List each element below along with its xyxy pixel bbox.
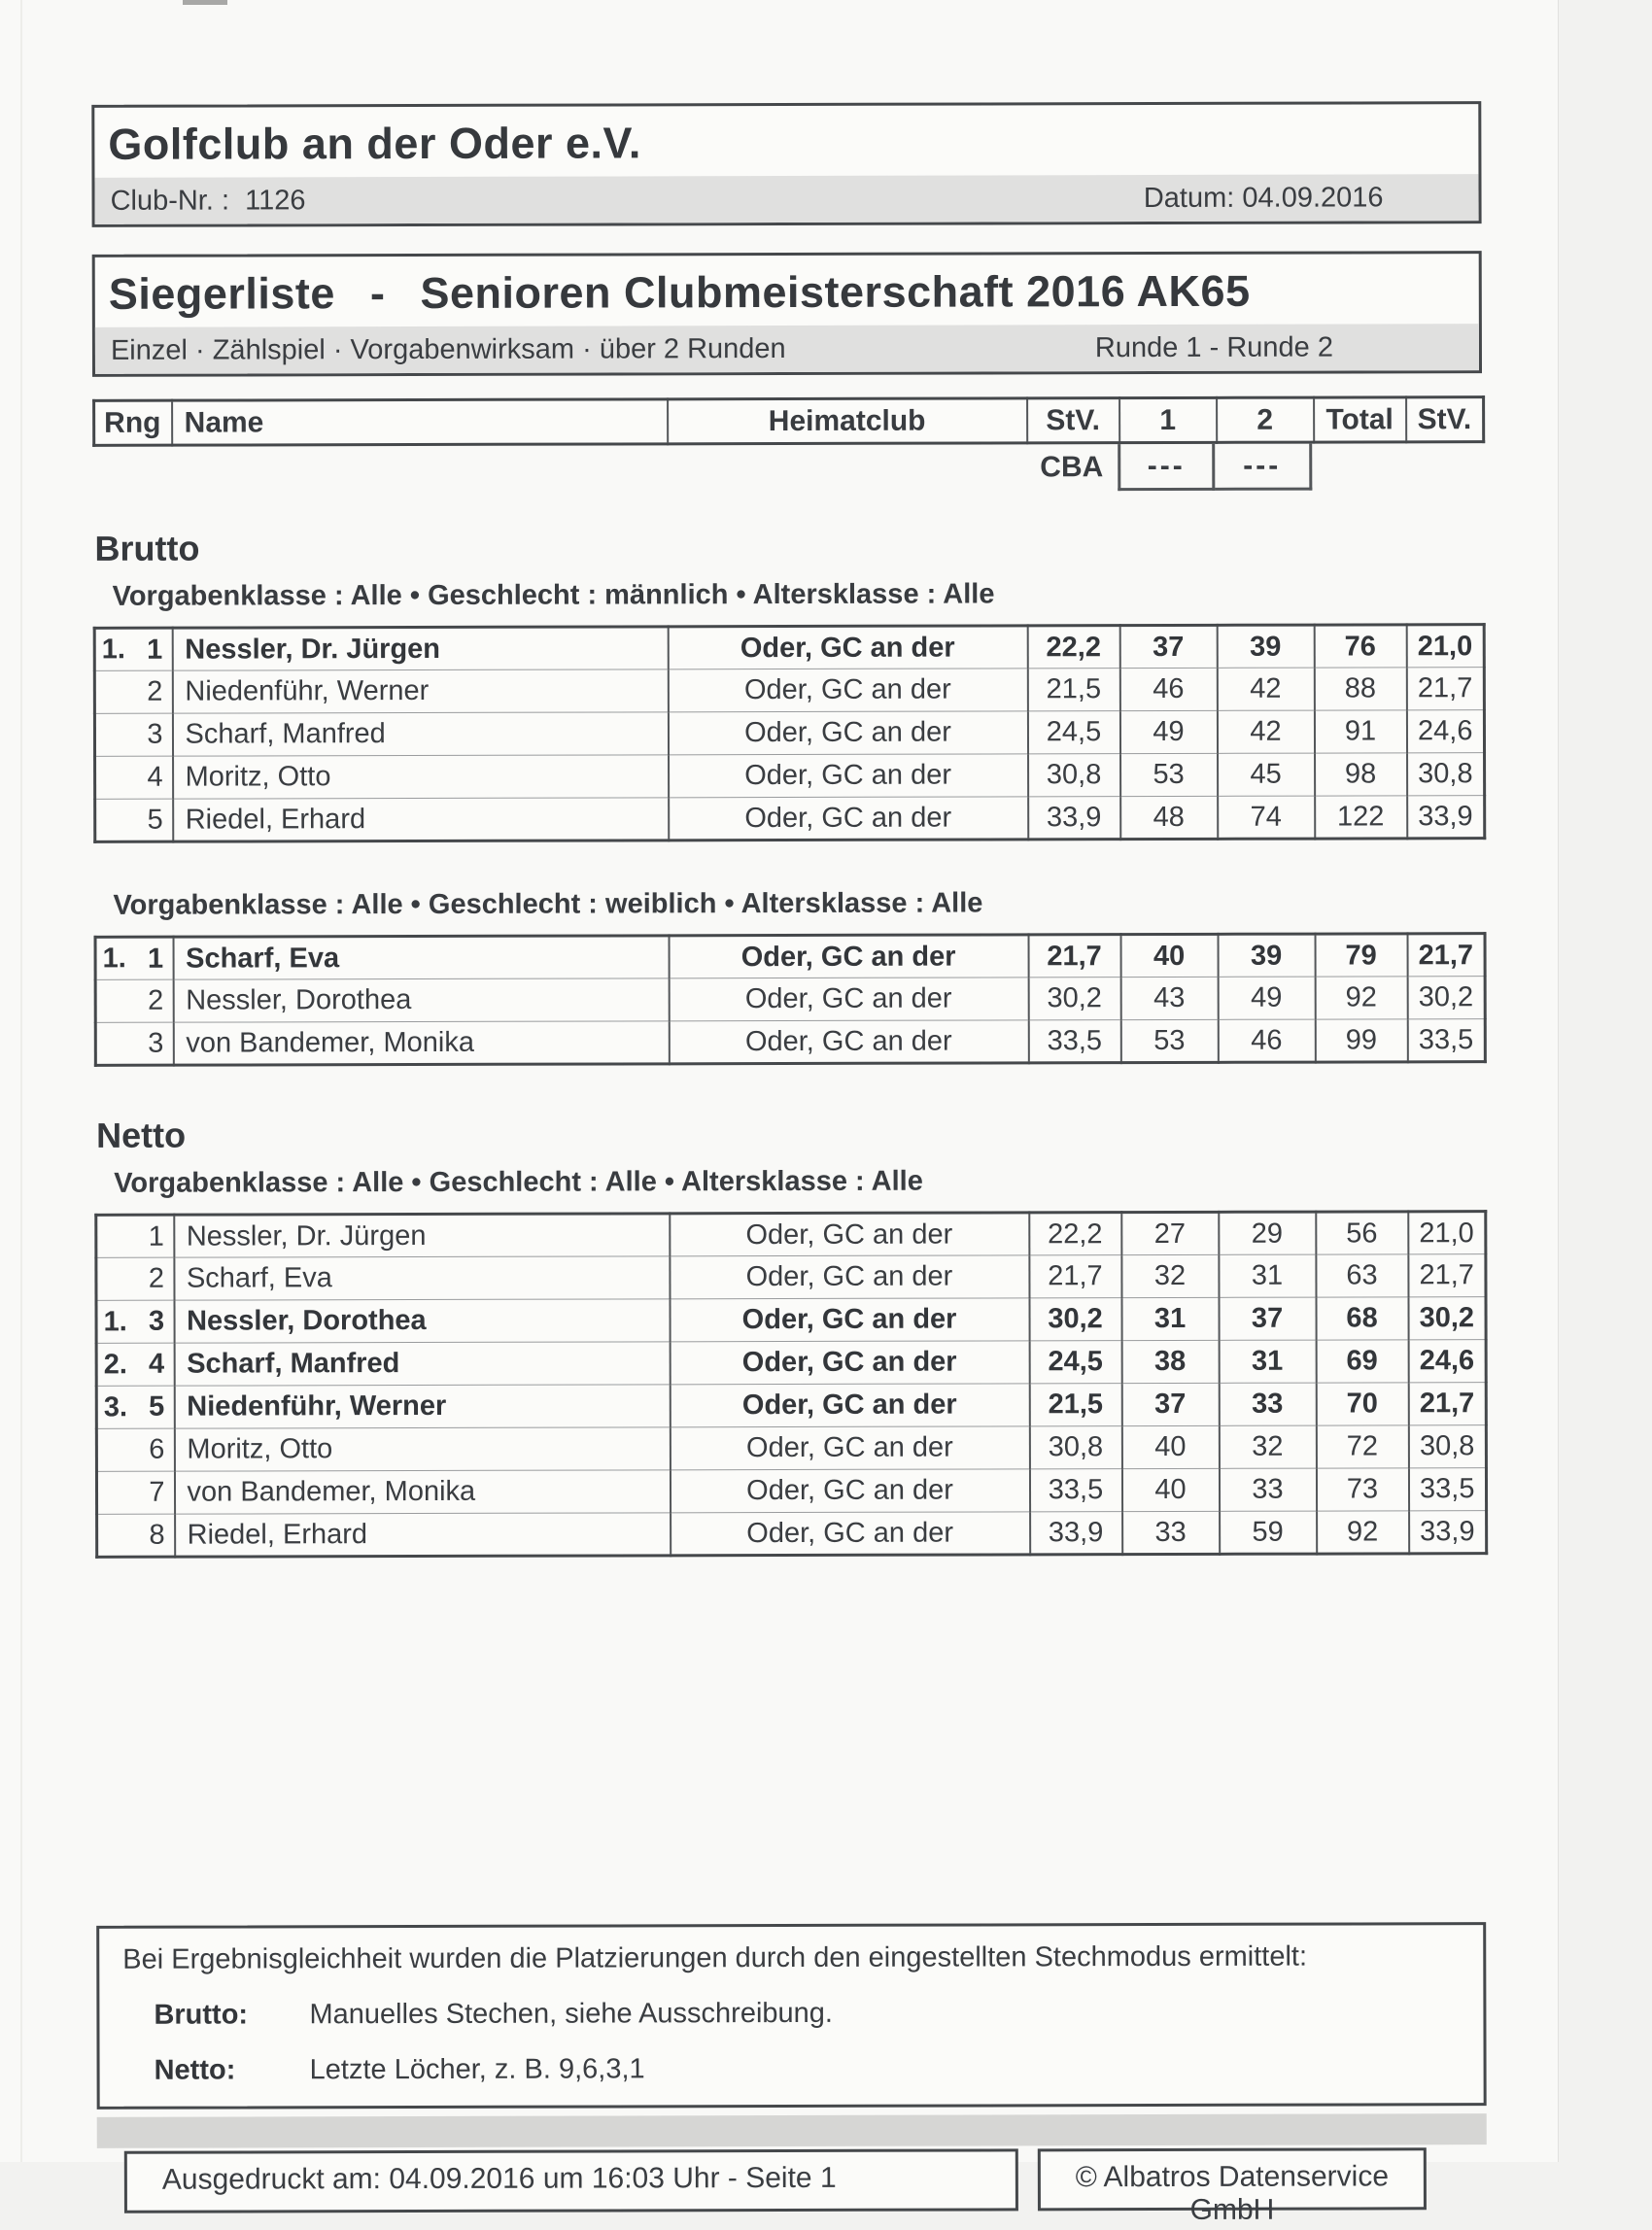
cell-heimatclub: Oder, GC an der	[669, 935, 1028, 978]
cell-round2: 33	[1219, 1383, 1316, 1425]
cell-round1: 48	[1120, 796, 1218, 839]
cell-round1: 38	[1121, 1340, 1219, 1383]
table-row	[94, 625, 1484, 671]
cell-stv: 33,5	[1029, 1469, 1121, 1512]
table-row	[94, 668, 1484, 714]
date-label: Datum:	[1143, 182, 1235, 214]
cell-name: Scharf, Manfred	[174, 1342, 670, 1386]
brutto-weiblich-table	[94, 932, 1487, 1067]
cell-round1: 32	[1121, 1254, 1219, 1297]
cell-name: Scharf, Eva	[173, 936, 669, 979]
cell-heimatclub: Oder, GC an der	[671, 1512, 1030, 1556]
cell-stv: 33,5	[1028, 1020, 1120, 1063]
col-header-stv-new: StV.	[1406, 397, 1484, 442]
cell-heimatclub: Oder, GC an der	[670, 1341, 1029, 1385]
cell-round1: 53	[1120, 753, 1218, 796]
cell-stv-new: 24,6	[1408, 1340, 1486, 1383]
copyright-notice: © Albatros Datenservice GmbH	[1038, 2147, 1427, 2211]
table-row	[95, 753, 1485, 800]
cell-stv-new: 33,5	[1407, 1019, 1485, 1062]
date-value: 04.09.2016	[1242, 181, 1384, 214]
cell-stv-new: 21,0	[1406, 625, 1484, 668]
table-row	[95, 934, 1485, 980]
cell-total: 91	[1314, 710, 1406, 753]
cell-stv: 30,8	[1029, 1426, 1121, 1469]
cell-name: Nessler, Dorothea	[173, 978, 669, 1022]
tiebreak-footnote-box	[96, 1922, 1486, 2110]
cell-name: von Bandemer, Monika	[174, 1470, 670, 1514]
tiebreak-netto-label: Netto:	[154, 2054, 236, 2086]
cell-round2: 39	[1218, 934, 1315, 977]
cell-round2: 46	[1218, 1019, 1315, 1062]
cell-total: 76	[1314, 625, 1406, 668]
cell-heimatclub: Oder, GC an der	[669, 754, 1028, 798]
cell-round1: 49	[1119, 710, 1217, 753]
col-header-heimatclub: Heimatclub	[668, 398, 1027, 444]
cell-round1: 40	[1121, 1468, 1219, 1511]
play-mode-line: Einzel · Zählspiel · Vorgabenwirksam · über 2 Runden	[110, 332, 786, 366]
club-name: Golfclub an der Oder e.V.	[108, 118, 641, 169]
table-row	[96, 1383, 1486, 1429]
cell-stv: 33,9	[1030, 1512, 1122, 1555]
table-row	[96, 1254, 1486, 1301]
cell-round1: 31	[1121, 1297, 1219, 1340]
cell-name: Scharf, Manfred	[172, 712, 668, 756]
event-title: Senioren Clubmeisterschaft 2016 AK65	[420, 265, 1251, 318]
cell-rank: 1. 1	[102, 943, 164, 975]
cell-stv: 21,7	[1029, 1255, 1121, 1298]
cell-heimatclub: Oder, GC an der	[669, 978, 1028, 1021]
cell-heimatclub: Oder, GC an der	[668, 626, 1027, 669]
results-header-table	[92, 395, 1485, 447]
report-title-row	[95, 254, 1479, 327]
scanner-edge-artifact	[20, 0, 22, 2162]
cell-stv: 21,5	[1029, 1384, 1121, 1426]
cell-stv-new: 30,2	[1408, 1297, 1486, 1340]
cell-round2: 42	[1217, 668, 1314, 710]
cell-round2: 39	[1217, 625, 1314, 668]
cell-rank: 1. 3	[96, 1300, 174, 1343]
cell-rank: 7	[96, 1471, 174, 1514]
cell-total: 73	[1316, 1468, 1408, 1511]
tiebreak-intro-line: Bei Ergebnisgleichheit wurden die Platzierungen durch den eingestellten Stechmodus ermittelt:	[122, 1940, 1308, 1975]
cell-stv: 30,2	[1029, 1298, 1121, 1341]
cell-name: Moritz, Otto	[174, 1427, 670, 1471]
club-header-box	[91, 101, 1481, 227]
cell-total: 69	[1316, 1340, 1408, 1383]
cell-round2: 37	[1219, 1297, 1316, 1340]
printed-info: Ausgedruckt am: 04.09.2016 um 16:03 Uhr - Seite 1	[124, 2148, 1018, 2213]
cell-stv-new: 21,7	[1408, 1254, 1486, 1297]
cell-round1: 33	[1122, 1511, 1220, 1554]
cell-heimatclub: Oder, GC an der	[668, 669, 1027, 712]
cell-rank: 3. 5	[96, 1386, 174, 1428]
cell-stv-new: 33,5	[1408, 1468, 1486, 1511]
filter-line-netto: Vorgabenklasse : Alle • Geschlecht : Alle • Altersklasse : Alle	[114, 1165, 923, 1199]
cell-stv: 33,9	[1028, 797, 1120, 840]
filter-line-brutto-weiblich: Vorgabenklasse : Alle • Geschlecht : weiblich • Altersklasse : Alle	[113, 887, 983, 921]
cell-total: 79	[1315, 934, 1407, 977]
cba-row	[92, 443, 1482, 494]
cell-round1: 40	[1121, 1425, 1219, 1468]
cell-name: Moritz, Otto	[173, 755, 669, 799]
results-header-row	[94, 397, 1484, 446]
cell-heimatclub: Oder, GC an der	[670, 1213, 1029, 1256]
cell-name: Niedenführ, Werner	[174, 1385, 670, 1428]
title-box	[92, 251, 1482, 377]
cell-stv: 22,2	[1029, 1213, 1121, 1255]
cell-stv: 24,5	[1029, 1341, 1121, 1384]
cell-name: Scharf, Eva	[174, 1256, 670, 1300]
table-row	[96, 1425, 1486, 1472]
col-header-name: Name	[172, 399, 668, 445]
cell-heimatclub: Oder, GC an der	[669, 797, 1028, 841]
table-row	[96, 1212, 1486, 1258]
cell-stv: 21,5	[1027, 669, 1119, 711]
cba-round1-value: ---	[1118, 444, 1215, 491]
cell-round2: 31	[1219, 1340, 1316, 1383]
cell-rank: 2	[95, 979, 173, 1022]
cell-name: Riedel, Erhard	[175, 1513, 671, 1557]
cell-stv-new: 33,9	[1407, 796, 1485, 839]
cell-total: 92	[1317, 1511, 1409, 1554]
bottom-gray-band	[97, 2113, 1487, 2148]
cba-label: CBA	[1040, 451, 1104, 484]
cell-total: 99	[1315, 1019, 1407, 1062]
cell-rank: 1. 1	[101, 634, 163, 666]
cell-heimatclub: Oder, GC an der	[669, 1020, 1028, 1064]
cell-rank: 2	[94, 670, 172, 713]
cell-name: Riedel, Erhard	[173, 798, 669, 841]
tiebreak-netto-text: Letzte Löcher, z. B. 9,6,3,1	[309, 2053, 645, 2086]
cell-total: 88	[1314, 668, 1406, 710]
cell-rank: 2	[96, 1257, 174, 1300]
cell-round1: 53	[1120, 1019, 1218, 1062]
table-row	[95, 1019, 1485, 1066]
tiebreak-netto-line	[123, 2051, 1464, 2087]
section-heading-netto: Netto	[96, 1115, 187, 1155]
cell-rank: 3	[94, 713, 172, 756]
cell-total: 63	[1316, 1254, 1408, 1297]
cell-round2: 33	[1219, 1468, 1316, 1511]
cell-stv: 30,2	[1028, 978, 1120, 1020]
rounds-range: Runde 1 - Runde 2	[1094, 331, 1333, 363]
cell-round2: 74	[1218, 796, 1315, 839]
cell-round2: 42	[1217, 710, 1314, 753]
cell-heimatclub: Oder, GC an der	[670, 1469, 1029, 1513]
col-header-round2: 2	[1217, 397, 1314, 442]
cell-round1: 40	[1120, 934, 1218, 977]
cell-total: 122	[1315, 796, 1407, 839]
cell-total: 70	[1316, 1383, 1408, 1425]
brutto-maennlich-table	[93, 623, 1487, 843]
cell-stv: 30,8	[1028, 754, 1120, 797]
cell-stv-new: 21,7	[1407, 934, 1485, 977]
cell-total: 56	[1316, 1212, 1408, 1254]
page-footer-bar	[97, 2147, 1487, 2226]
table-row	[95, 796, 1485, 842]
cell-stv-new: 21,7	[1406, 668, 1484, 710]
cell-stv: 21,7	[1028, 935, 1120, 978]
cell-round2: 49	[1218, 977, 1315, 1019]
cell-heimatclub: Oder, GC an der	[670, 1298, 1029, 1342]
table-row	[95, 977, 1485, 1023]
cell-name: Nessler, Dorothea	[174, 1299, 670, 1343]
cell-round1: 37	[1119, 625, 1217, 668]
cell-heimatclub: Oder, GC an der	[670, 1255, 1029, 1299]
cell-total: 72	[1316, 1425, 1408, 1468]
cell-round2: 45	[1218, 753, 1315, 796]
club-number	[110, 183, 1143, 218]
cell-rank: 5	[95, 799, 173, 841]
tiebreak-brutto-line	[122, 1996, 1463, 2032]
table-row	[94, 710, 1484, 757]
cell-name: Niedenführ, Werner	[172, 669, 668, 713]
title-separator: -	[369, 268, 386, 319]
cell-stv-new: 30,2	[1407, 977, 1485, 1019]
table-row	[96, 1468, 1486, 1515]
cell-stv-new: 24,6	[1406, 710, 1484, 753]
cell-stv-new: 21,0	[1408, 1212, 1486, 1254]
club-info-band	[94, 174, 1478, 224]
cell-heimatclub: Oder, GC an der	[670, 1384, 1029, 1427]
col-header-round1: 1	[1119, 397, 1217, 442]
cba-spacer	[92, 444, 1025, 494]
filter-line-brutto-maennlich: Vorgabenklasse : Alle • Geschlecht : männlich • Altersklasse : Alle	[112, 578, 995, 612]
cell-stv-new: 30,8	[1407, 753, 1485, 796]
cell-stv-new: 30,8	[1408, 1425, 1486, 1468]
club-number-label: Club-Nr. :	[110, 185, 230, 217]
netto-table	[94, 1210, 1488, 1559]
cell-total: 98	[1315, 753, 1407, 796]
cell-round1: 37	[1121, 1383, 1219, 1425]
cell-round2: 31	[1219, 1254, 1316, 1297]
cell-round1: 46	[1119, 668, 1217, 710]
cell-rank: 4	[95, 756, 173, 799]
cell-round2: 29	[1219, 1212, 1316, 1254]
cell-stv: 22,2	[1027, 626, 1119, 669]
table-row	[96, 1340, 1486, 1387]
cell-rank: 3	[95, 1022, 173, 1065]
cell-rank: 6	[96, 1428, 174, 1471]
mode-band	[95, 324, 1479, 374]
cell-round2: 32	[1219, 1425, 1316, 1468]
col-header-rng: Rng	[104, 406, 161, 439]
cba-round2-value: ---	[1215, 444, 1312, 491]
print-date	[1144, 182, 1384, 215]
cell-rank: 2. 4	[96, 1343, 174, 1386]
cell-total: 68	[1316, 1297, 1408, 1340]
cell-rank: 1	[148, 1220, 164, 1252]
cell-round2: 59	[1220, 1511, 1317, 1554]
table-row	[96, 1297, 1486, 1344]
tiebreak-brutto-label: Brutto:	[154, 1999, 249, 2031]
cell-stv: 24,5	[1027, 711, 1119, 754]
cell-name: Nessler, Dr. Jürgen	[172, 627, 668, 670]
cell-stv-new: 33,9	[1409, 1511, 1487, 1554]
cell-total: 92	[1315, 977, 1407, 1019]
section-heading-brutto: Brutto	[94, 528, 200, 568]
cell-name: von Bandemer, Monika	[173, 1021, 669, 1065]
cell-heimatclub: Oder, GC an der	[670, 1426, 1029, 1470]
cell-round1: 27	[1121, 1212, 1219, 1254]
cell-name: Nessler, Dr. Jürgen	[174, 1214, 670, 1257]
document-content	[91, 0, 1487, 2226]
col-header-stv: StV.	[1027, 398, 1119, 443]
club-number-value: 1126	[245, 184, 306, 216]
col-header-total: Total	[1314, 397, 1406, 442]
cell-stv-new: 21,7	[1408, 1383, 1486, 1425]
report-type-title: Siegerliste	[108, 268, 335, 319]
cell-heimatclub: Oder, GC an der	[668, 711, 1027, 755]
table-row	[97, 1511, 1487, 1558]
cell-round1: 43	[1120, 977, 1218, 1019]
cell-rank: 8	[97, 1514, 175, 1557]
tiebreak-brutto-text: Manuelles Stechen, siehe Ausschreibung.	[309, 1997, 833, 2031]
